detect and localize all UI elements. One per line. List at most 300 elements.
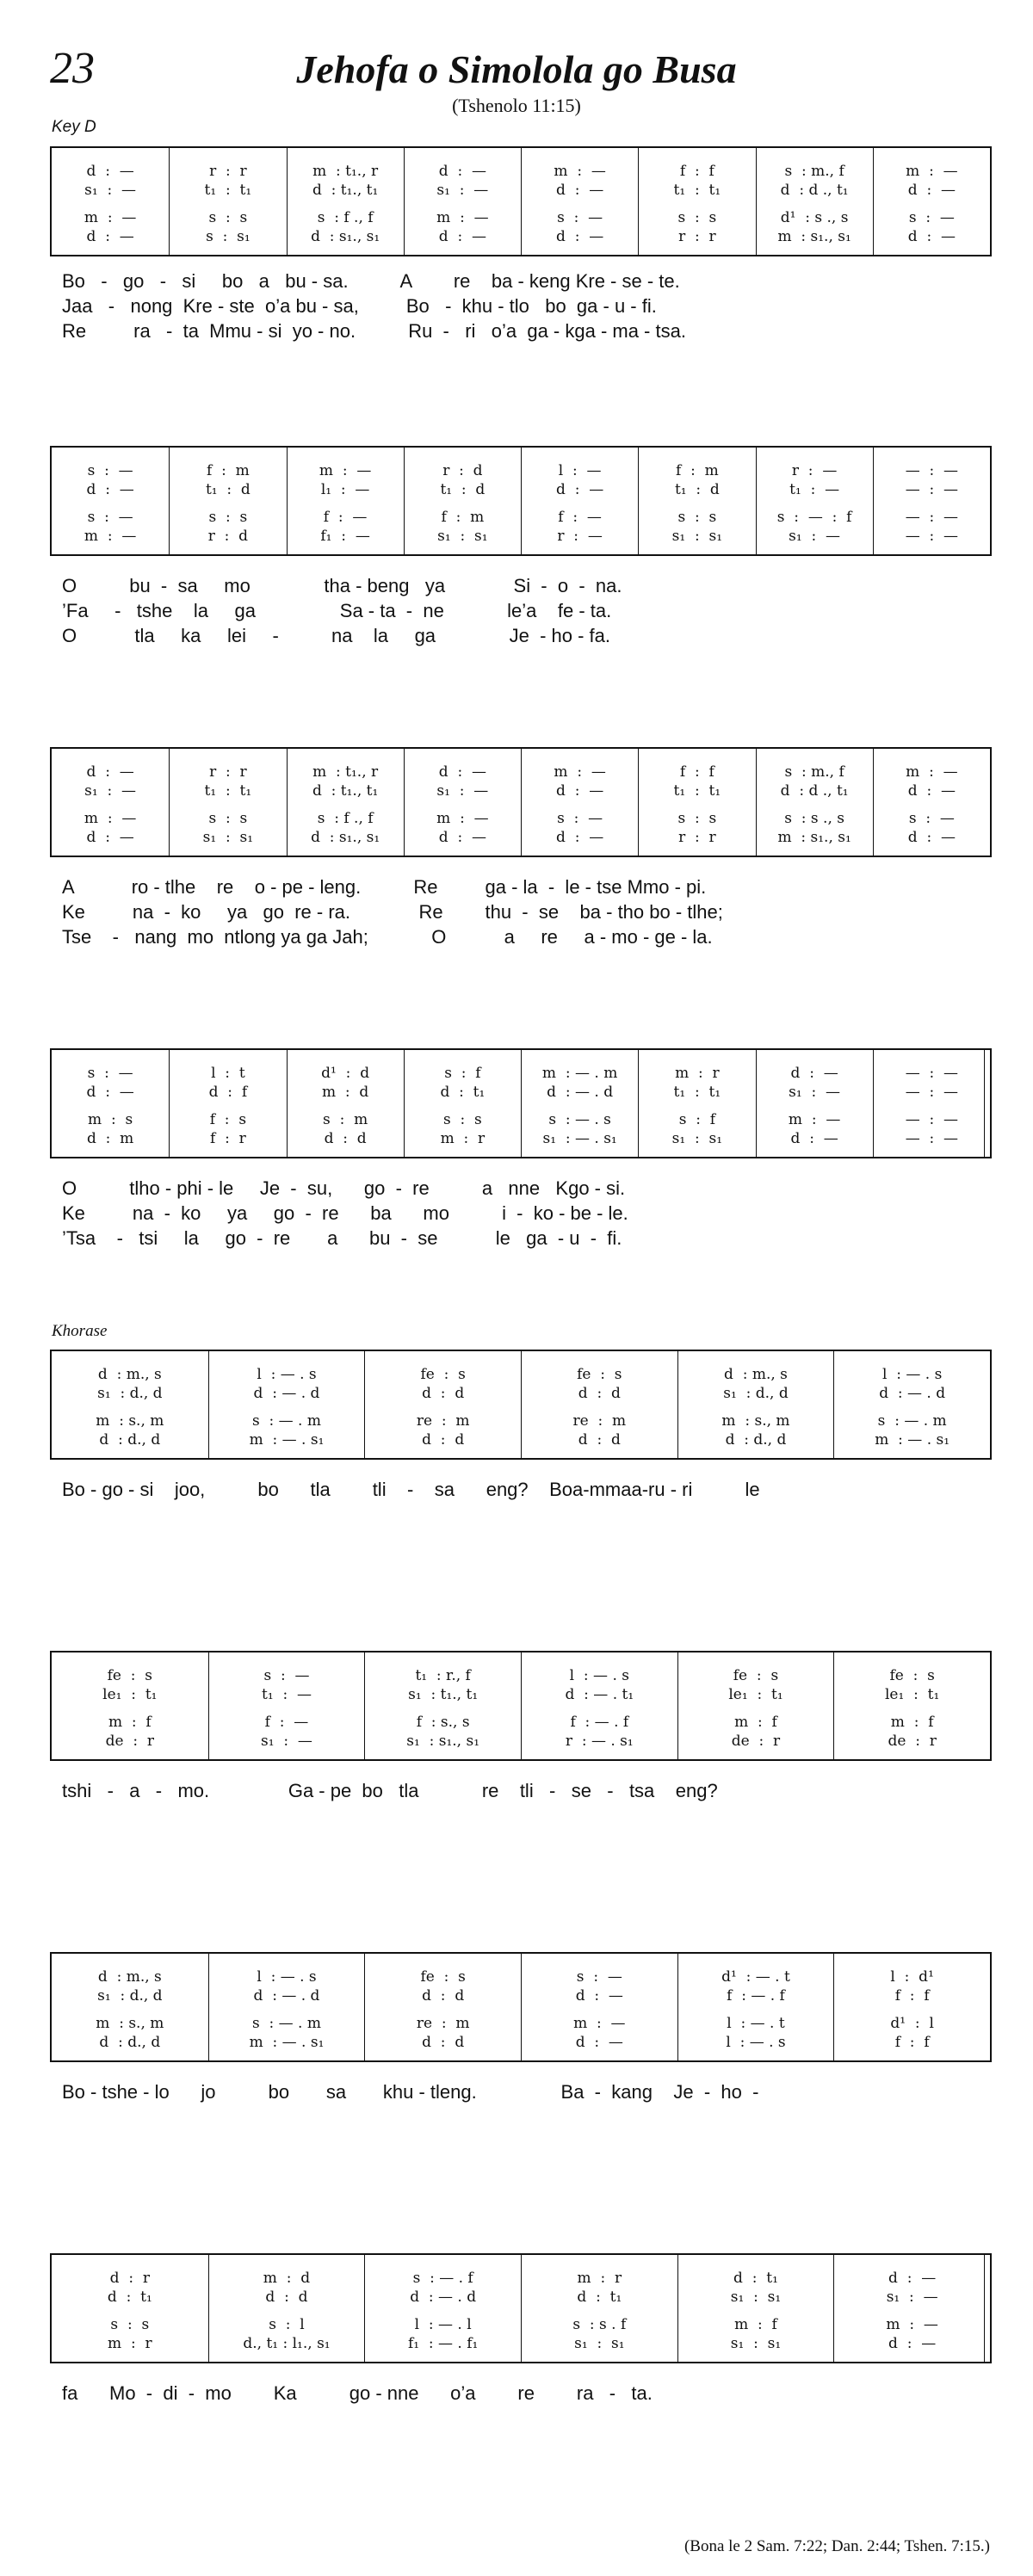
solfa-note-row: s : —	[908, 209, 955, 226]
measure	[756, 448, 873, 554]
solfa-note-row: fe : s	[733, 1667, 779, 1684]
measure	[364, 1351, 521, 1458]
hymn-title: Jehofa o Simolola go Busa	[296, 47, 737, 91]
solfa-note-row: m : r	[675, 1065, 720, 1082]
solfa-note-row: d : —	[556, 481, 604, 498]
solfa-note-row: l : — . s	[569, 1667, 629, 1684]
measure	[638, 1050, 755, 1157]
measure	[677, 1351, 834, 1458]
solfa-note-row: d : t₁	[107, 2289, 152, 2306]
solfa-note-row: m : f	[734, 1714, 777, 1731]
solfa-note-row: d : d ., t₁	[780, 782, 849, 800]
solfa-note-row: d : — . d	[879, 1385, 946, 1402]
solfa-note-row: m : d	[321, 1084, 369, 1101]
solfa-note-row: l : — . t	[727, 2015, 785, 2032]
music-staff	[50, 747, 992, 857]
solfa-note-row: de : r	[731, 1733, 781, 1750]
solfa-note-row: m : —	[84, 810, 137, 827]
solfa-note-row: d : d	[422, 1431, 465, 1449]
solfa-note-row: m : —	[554, 163, 606, 180]
solfa-note-row: t₁ : t₁	[673, 782, 721, 800]
solfa-note-row: f : f	[894, 1987, 930, 2005]
measure	[52, 2255, 208, 2362]
solfa-note-row: f : s., s	[416, 1714, 470, 1731]
solfa-note-row: d : —	[556, 829, 604, 846]
solfa-note-row: s : — . f	[412, 2270, 473, 2287]
solfa-note-row: d : —	[438, 163, 486, 180]
solfa-note-row: d : d	[422, 1987, 465, 2005]
lyric-line: Jaa - nong Kre - ste o’a bu - sa, Bo - khu - tlo bo ga - u - fi.	[62, 295, 657, 317]
solfa-note-row: f : f	[679, 163, 714, 180]
scripture-reference: (Tshenolo 11:15)	[452, 95, 581, 116]
solfa-note-row: l : d¹	[890, 1968, 934, 1986]
music-staff	[50, 2253, 992, 2363]
solfa-note-row: d., t₁ : l₁., s₁	[243, 2335, 331, 2352]
solfa-note-row: f : — . f	[570, 1714, 629, 1731]
solfa-note-row: m : f	[890, 1714, 934, 1731]
solfa-note-row: m : s., m	[96, 2015, 164, 2032]
measure	[521, 448, 638, 554]
solfa-note-row: d : —	[86, 481, 134, 498]
solfa-note-row: t₁ : t₁	[204, 182, 252, 199]
measure	[208, 1954, 365, 2060]
lyric-line: Ke na - ko ya go - re ba mo i - ko - be - le.	[62, 1202, 628, 1224]
solfa-note-row: — : —	[905, 1111, 959, 1128]
solfa-note-row: s₁ : s₁	[671, 1130, 723, 1147]
solfa-note-row: s : —	[908, 810, 955, 827]
solfa-note-row: s : —	[557, 209, 603, 226]
measure	[208, 1351, 365, 1458]
solfa-note-row: re : m	[572, 1412, 627, 1430]
measure	[404, 148, 521, 255]
solfa-note-row: de : r	[105, 1733, 155, 1750]
solfa-note-row: s : s	[442, 1111, 482, 1128]
solfa-note-row: t₁ : t₁	[673, 1084, 721, 1101]
solfa-note-row: s₁ : s₁	[730, 2335, 782, 2352]
solfa-note-row: m : —	[84, 528, 137, 545]
solfa-note-row: m : —	[436, 209, 489, 226]
solfa-note-row: d : m., s	[97, 1968, 162, 1986]
solfa-note-row: t₁ : d	[440, 481, 486, 498]
solfa-note-row: d : —	[86, 1084, 134, 1101]
solfa-note-row: m : f	[734, 2316, 777, 2333]
solfa-note-row: m : r	[577, 2270, 622, 2287]
solfa-note-row: m : t₁., r	[312, 763, 379, 781]
solfa-note-row: f : m	[675, 462, 719, 479]
measure	[873, 448, 990, 554]
solfa-note-row: f : r	[209, 1130, 246, 1147]
solfa-note-row: s : —	[557, 810, 603, 827]
solfa-note-row: l : — . s	[882, 1366, 943, 1383]
solfa-note-row: s : s₁	[206, 228, 251, 245]
solfa-note-row: t₁ : t₁	[204, 782, 252, 800]
solfa-note-row: s : f	[444, 1065, 481, 1082]
measure	[873, 1050, 990, 1157]
solfa-note-row: l : — . s	[257, 1366, 317, 1383]
measure	[833, 2255, 990, 2362]
solfa-note-row: s : s	[677, 810, 717, 827]
lyric-line: ’Fa - tshe la ga Sa - ta - ne le’a fe - ta.	[62, 600, 612, 621]
solfa-note-row: d : — . d	[547, 1084, 614, 1101]
measure	[404, 1050, 521, 1157]
solfa-note-row: s : m., f	[784, 763, 844, 781]
solfa-note-row: s₁ : t₁., t₁	[408, 1686, 479, 1703]
solfa-note-row: d : d	[265, 2289, 308, 2306]
solfa-note-row: d : —	[888, 2335, 937, 2352]
measure	[521, 1954, 677, 2060]
measure	[521, 1050, 638, 1157]
solfa-note-row: t₁ : r., f	[415, 1667, 471, 1684]
solfa-note-row: r : —	[557, 528, 603, 545]
solfa-note-row: d : —	[556, 182, 604, 199]
solfa-note-row: l : — . s	[257, 1968, 317, 1986]
solfa-note-row: s₁ : —	[436, 782, 489, 800]
measure	[404, 749, 521, 856]
solfa-note-row: le₁ : t₁	[885, 1686, 940, 1703]
solfa-note-row: s : l	[269, 2316, 305, 2333]
solfa-note-row: s₁ : s₁	[574, 2335, 625, 2352]
solfa-note-row: — : —	[905, 481, 959, 498]
measure	[521, 2255, 677, 2362]
solfa-note-row: d¹ : — . t	[721, 1968, 790, 1986]
solfa-note-row: m : —	[436, 810, 489, 827]
solfa-note-row: d : t₁., t₁	[312, 782, 379, 800]
solfa-note-row: s₁ : —	[84, 182, 137, 199]
solfa-note-row: d : —	[438, 829, 486, 846]
solfa-note-row: r : r	[678, 829, 716, 846]
music-staff	[50, 446, 992, 556]
solfa-note-row: l : — . s	[726, 2034, 786, 2051]
solfa-note-row: d : —	[790, 1130, 838, 1147]
solfa-note-row: f₁ : — . f₁	[407, 2335, 479, 2352]
solfa-note-row: m : s₁., s₁	[777, 829, 851, 846]
solfa-note-row: fe : s	[420, 1366, 466, 1383]
solfa-note-row: de : r	[888, 1733, 937, 1750]
solfa-note-row: d : m., s	[724, 1366, 788, 1383]
measure	[52, 1351, 208, 1458]
measure	[364, 1954, 521, 2060]
solfa-note-row: s₁ : d., d	[723, 1385, 789, 1402]
measure	[52, 1652, 208, 1759]
measure	[677, 2255, 834, 2362]
lyric-line: Bo - go - si bo a bu - sa. A re ba - keng Kre - se - te.	[62, 270, 680, 292]
solfa-note-row: m : —	[788, 1111, 841, 1128]
solfa-note-row: d : — . d	[253, 1385, 320, 1402]
solfa-note-row: s : —	[263, 1667, 310, 1684]
solfa-note-row: d : —	[86, 763, 134, 781]
solfa-note-row: d : —	[86, 829, 134, 846]
measure	[52, 1050, 169, 1157]
solfa-note-row: d : d	[324, 1130, 367, 1147]
solfa-note-row: f : f	[679, 763, 714, 781]
solfa-note-row: s : —	[576, 1968, 622, 1986]
solfa-note-row: s : s	[208, 209, 248, 226]
solfa-note-row: m : t₁., r	[312, 163, 379, 180]
solfa-note-row: m : r	[440, 1130, 486, 1147]
measure	[521, 1652, 677, 1759]
measure	[287, 1050, 404, 1157]
solfa-note-row: d : —	[907, 829, 956, 846]
chorus-label: Khorase	[52, 1322, 108, 1340]
solfa-note-row: t₁ : —	[261, 1686, 312, 1703]
lyric-line: ’Tsa - tsi la go - re a bu - se le ga - u - fi.	[62, 1227, 622, 1249]
solfa-note-row: d : —	[438, 228, 486, 245]
solfa-note-row: s : f	[678, 1111, 716, 1128]
measure	[521, 1351, 677, 1458]
measure	[638, 448, 755, 554]
solfa-note-row: l : — . l	[414, 2316, 472, 2333]
solfa-note-row: s : s	[208, 509, 248, 526]
solfa-note-row: s₁ : s₁	[437, 528, 488, 545]
solfa-note-row: s₁ : —	[886, 2289, 938, 2306]
solfa-note-row: le₁ : t₁	[102, 1686, 158, 1703]
solfa-note-row: s₁ : d., d	[97, 1385, 163, 1402]
measure	[756, 1050, 873, 1157]
measure	[677, 1652, 834, 1759]
solfa-note-row: d : d	[422, 1385, 465, 1402]
solfa-note-row: — : —	[905, 1084, 959, 1101]
solfa-note-row: s : — . m	[877, 1412, 947, 1430]
solfa-note-row: f : —	[323, 509, 368, 526]
solfa-note-row: d : —	[556, 782, 604, 800]
measure	[169, 1050, 286, 1157]
solfa-note-row: d : —	[907, 782, 956, 800]
solfa-note-row: d : —	[575, 2034, 623, 2051]
measure	[52, 148, 169, 255]
solfa-note-row: s₁ : —	[436, 182, 489, 199]
solfa-note-row: s : — . m	[251, 1412, 321, 1430]
lyric-line: Ke na - ko ya go re - ra. Re thu - se ba - tho bo - tlhe;	[62, 901, 723, 923]
solfa-note-row: s : — . s	[548, 1111, 611, 1128]
measure	[169, 749, 286, 856]
solfa-note-row: s₁ : —	[789, 1084, 841, 1101]
lyric-line: Bo - tshe - lo jo bo sa khu - tleng. Ba - kang Je - ho -	[62, 2081, 759, 2103]
solfa-note-row: d¹ : l	[890, 2015, 934, 2032]
solfa-note-row: r : —	[791, 462, 838, 479]
solfa-note-row: s : s ., s	[784, 810, 844, 827]
solfa-note-row: s : f ., f	[317, 810, 374, 827]
solfa-note-row: m : — . s₁	[249, 1431, 325, 1449]
solfa-note-row: m : d	[263, 2270, 311, 2287]
double-barline	[984, 2255, 985, 2362]
solfa-note-row: l₁ : —	[320, 481, 370, 498]
solfa-note-row: m : —	[906, 163, 958, 180]
solfa-note-row: r : d	[207, 528, 249, 545]
solfa-note-row: d : —	[438, 763, 486, 781]
measure	[287, 448, 404, 554]
solfa-note-row: f : f	[894, 2034, 930, 2051]
solfa-note-row: m : —	[84, 209, 137, 226]
solfa-note-row: d : —	[86, 163, 134, 180]
measure	[756, 749, 873, 856]
music-staff	[50, 146, 992, 256]
footer-references: (Bona le 2 Sam. 7:22; Dan. 2:44; Tshen. 7:15.)	[684, 2537, 990, 2555]
solfa-note-row: m : — . s₁	[875, 1431, 950, 1449]
solfa-note-row: f : —	[264, 1714, 309, 1731]
solfa-note-row: m : — . s₁	[249, 2034, 325, 2051]
solfa-note-row: d : —	[790, 1065, 838, 1082]
solfa-note-row: t₁ : d	[205, 481, 251, 498]
solfa-note-row: d¹ : s ., s	[780, 209, 849, 226]
measure	[169, 148, 286, 255]
measure	[52, 448, 169, 554]
measure	[287, 148, 404, 255]
solfa-note-row: s₁ : s₁., s₁	[406, 1733, 480, 1750]
solfa-note-row: — : —	[905, 1065, 959, 1082]
measure	[364, 2255, 521, 2362]
measure	[169, 448, 286, 554]
solfa-note-row: d : d ., t₁	[780, 182, 849, 199]
solfa-note-row: — : —	[905, 462, 959, 479]
solfa-note-row: d¹ : d	[321, 1065, 370, 1082]
solfa-note-row: d : r	[109, 2270, 150, 2287]
solfa-note-row: d : m	[86, 1130, 134, 1147]
solfa-note-row: d : d	[578, 1431, 621, 1449]
solfa-note-row: m : — . m	[541, 1065, 618, 1082]
solfa-note-row: d : d	[422, 2034, 465, 2051]
measure	[756, 148, 873, 255]
solfa-note-row: s : s	[208, 810, 248, 827]
solfa-note-row: fe : s	[107, 1667, 153, 1684]
solfa-note-row: m : f	[108, 1714, 152, 1731]
solfa-note-row: d : d	[578, 1385, 621, 1402]
solfa-note-row: fe : s	[420, 1968, 466, 1986]
solfa-note-row: re : m	[416, 2015, 470, 2032]
solfa-note-row: d : m., s	[97, 1366, 162, 1383]
solfa-note-row: d : — . d	[410, 2289, 477, 2306]
solfa-note-row: s₁ : s₁	[202, 829, 254, 846]
solfa-note-row: s : s	[110, 2316, 150, 2333]
solfa-note-row: d : — . t₁	[565, 1686, 634, 1703]
solfa-note-row: s : —	[87, 462, 133, 479]
measure	[638, 749, 755, 856]
lyric-line: O bu - sa mo tha - beng ya Si - o - na.	[62, 575, 622, 596]
solfa-note-row: s : — : f	[776, 509, 852, 526]
double-barline	[984, 1050, 985, 1157]
solfa-note-row: m : —	[573, 2015, 626, 2032]
solfa-note-row: d : d., d	[99, 2034, 161, 2051]
measure	[677, 1954, 834, 2060]
solfa-note-row: s₁ : —	[261, 1733, 312, 1750]
lyric-line: tshi - a - mo. Ga - pe bo tla re tli - se - tsa eng?	[62, 1780, 718, 1801]
measure	[638, 148, 755, 255]
solfa-note-row: d : —	[556, 228, 604, 245]
solfa-note-row: t₁ : —	[789, 481, 840, 498]
solfa-note-row: s₁ : d., d	[97, 1987, 163, 2005]
key-signature: Key D	[52, 118, 96, 136]
solfa-note-row: s : —	[87, 1065, 133, 1082]
solfa-note-row: s : — . m	[251, 2015, 321, 2032]
solfa-note-row: t₁ : t₁	[673, 182, 721, 199]
solfa-note-row: d : —	[86, 228, 134, 245]
solfa-note-row: d : t₁	[577, 2289, 622, 2306]
lyric-line: O tlho - phi - le Je - su, go - re a nne Kgo - si.	[62, 1177, 626, 1199]
solfa-note-row: s₁ : s₁	[671, 528, 723, 545]
solfa-note-row: s : f ., f	[317, 209, 374, 226]
lyric-line: O tla ka lei - na la ga Je - ho - fa.	[62, 625, 610, 646]
solfa-note-row: f : m	[441, 509, 485, 526]
solfa-note-row: s₁ : s₁	[730, 2289, 782, 2306]
measure	[833, 1351, 990, 1458]
solfa-note-row: le₁ : t₁	[728, 1686, 783, 1703]
solfa-note-row: d : —	[888, 2270, 937, 2287]
solfa-note-row: m : —	[554, 763, 606, 781]
measure	[287, 749, 404, 856]
lyric-line: Tse - nang mo ntlong ya ga Jah; O a re a - mo - ge - la.	[62, 926, 713, 948]
solfa-note-row: fe : s	[889, 1667, 935, 1684]
measure	[873, 148, 990, 255]
solfa-note-row: — : —	[905, 1130, 959, 1147]
solfa-note-row: l : t	[211, 1065, 245, 1082]
solfa-note-row: s : m	[323, 1111, 368, 1128]
solfa-note-row: m : s₁., s₁	[777, 228, 851, 245]
solfa-note-row: d : —	[907, 228, 956, 245]
solfa-note-row: f : —	[558, 509, 602, 526]
solfa-note-row: s : s . f	[572, 2316, 627, 2333]
lyric-line: A ro - tlhe re o - pe - leng. Re ga - la - le - tse Mmo - pi.	[62, 876, 707, 898]
solfa-note-row: s : s	[677, 209, 717, 226]
solfa-note-row: — : —	[905, 509, 959, 526]
solfa-note-row: s₁ : — . s₁	[542, 1130, 617, 1147]
solfa-note-row: m : s., m	[721, 1412, 790, 1430]
solfa-note-row: m : —	[319, 462, 372, 479]
music-staff	[50, 1952, 992, 2062]
solfa-note-row: m : s	[88, 1111, 133, 1128]
solfa-note-row: d : s₁., s₁	[311, 228, 380, 245]
solfa-note-row: d : t₁	[733, 2270, 778, 2287]
measure	[404, 448, 521, 554]
solfa-note-row: r : r	[678, 228, 716, 245]
solfa-note-row: d : f	[208, 1084, 248, 1101]
solfa-note-row: f : m	[206, 462, 250, 479]
solfa-note-row: d : d., d	[725, 1431, 787, 1449]
solfa-note-row: d : d., d	[99, 1431, 161, 1449]
solfa-note-row: — : —	[905, 528, 959, 545]
solfa-note-row: d : —	[575, 1987, 623, 2005]
music-staff	[50, 1651, 992, 1761]
measure	[833, 1954, 990, 2060]
solfa-note-row: d : t₁., t₁	[312, 182, 379, 199]
solfa-note-row: m : —	[906, 763, 958, 781]
measure	[52, 1954, 208, 2060]
solfa-note-row: m : r	[108, 2335, 152, 2352]
solfa-note-row: s₁ : —	[789, 528, 841, 545]
solfa-note-row: t₁ : d	[674, 481, 720, 498]
measure	[521, 749, 638, 856]
solfa-note-row: re : m	[416, 1412, 470, 1430]
solfa-note-row: d : —	[907, 182, 956, 199]
solfa-note-row: m : —	[886, 2316, 938, 2333]
solfa-note-row: m : s., m	[96, 1412, 164, 1430]
measure	[208, 1652, 365, 1759]
solfa-note-row: s : m., f	[784, 163, 844, 180]
lyric-line: fa Mo - di - mo Ka go - nne o’a re ra - ta.	[62, 2382, 653, 2404]
solfa-note-row: f : s	[209, 1111, 247, 1128]
solfa-note-row: r : — . s₁	[565, 1733, 634, 1750]
music-staff	[50, 1048, 992, 1158]
solfa-note-row: fe : s	[577, 1366, 622, 1383]
solfa-note-row: r : r	[209, 163, 247, 180]
solfa-note-row: s₁ : —	[84, 782, 137, 800]
measure	[833, 1652, 990, 1759]
hymn-number: 23	[50, 44, 95, 93]
lyric-line: Re ra - ta Mmu - si yo - no. Ru - ri o’a ga - kga - ma - tsa.	[62, 320, 686, 342]
solfa-note-row: d : s₁., s₁	[311, 829, 380, 846]
measure	[52, 749, 169, 856]
solfa-note-row: s : —	[87, 509, 133, 526]
measure	[873, 749, 990, 856]
solfa-note-row: d : — . d	[253, 1987, 320, 2005]
